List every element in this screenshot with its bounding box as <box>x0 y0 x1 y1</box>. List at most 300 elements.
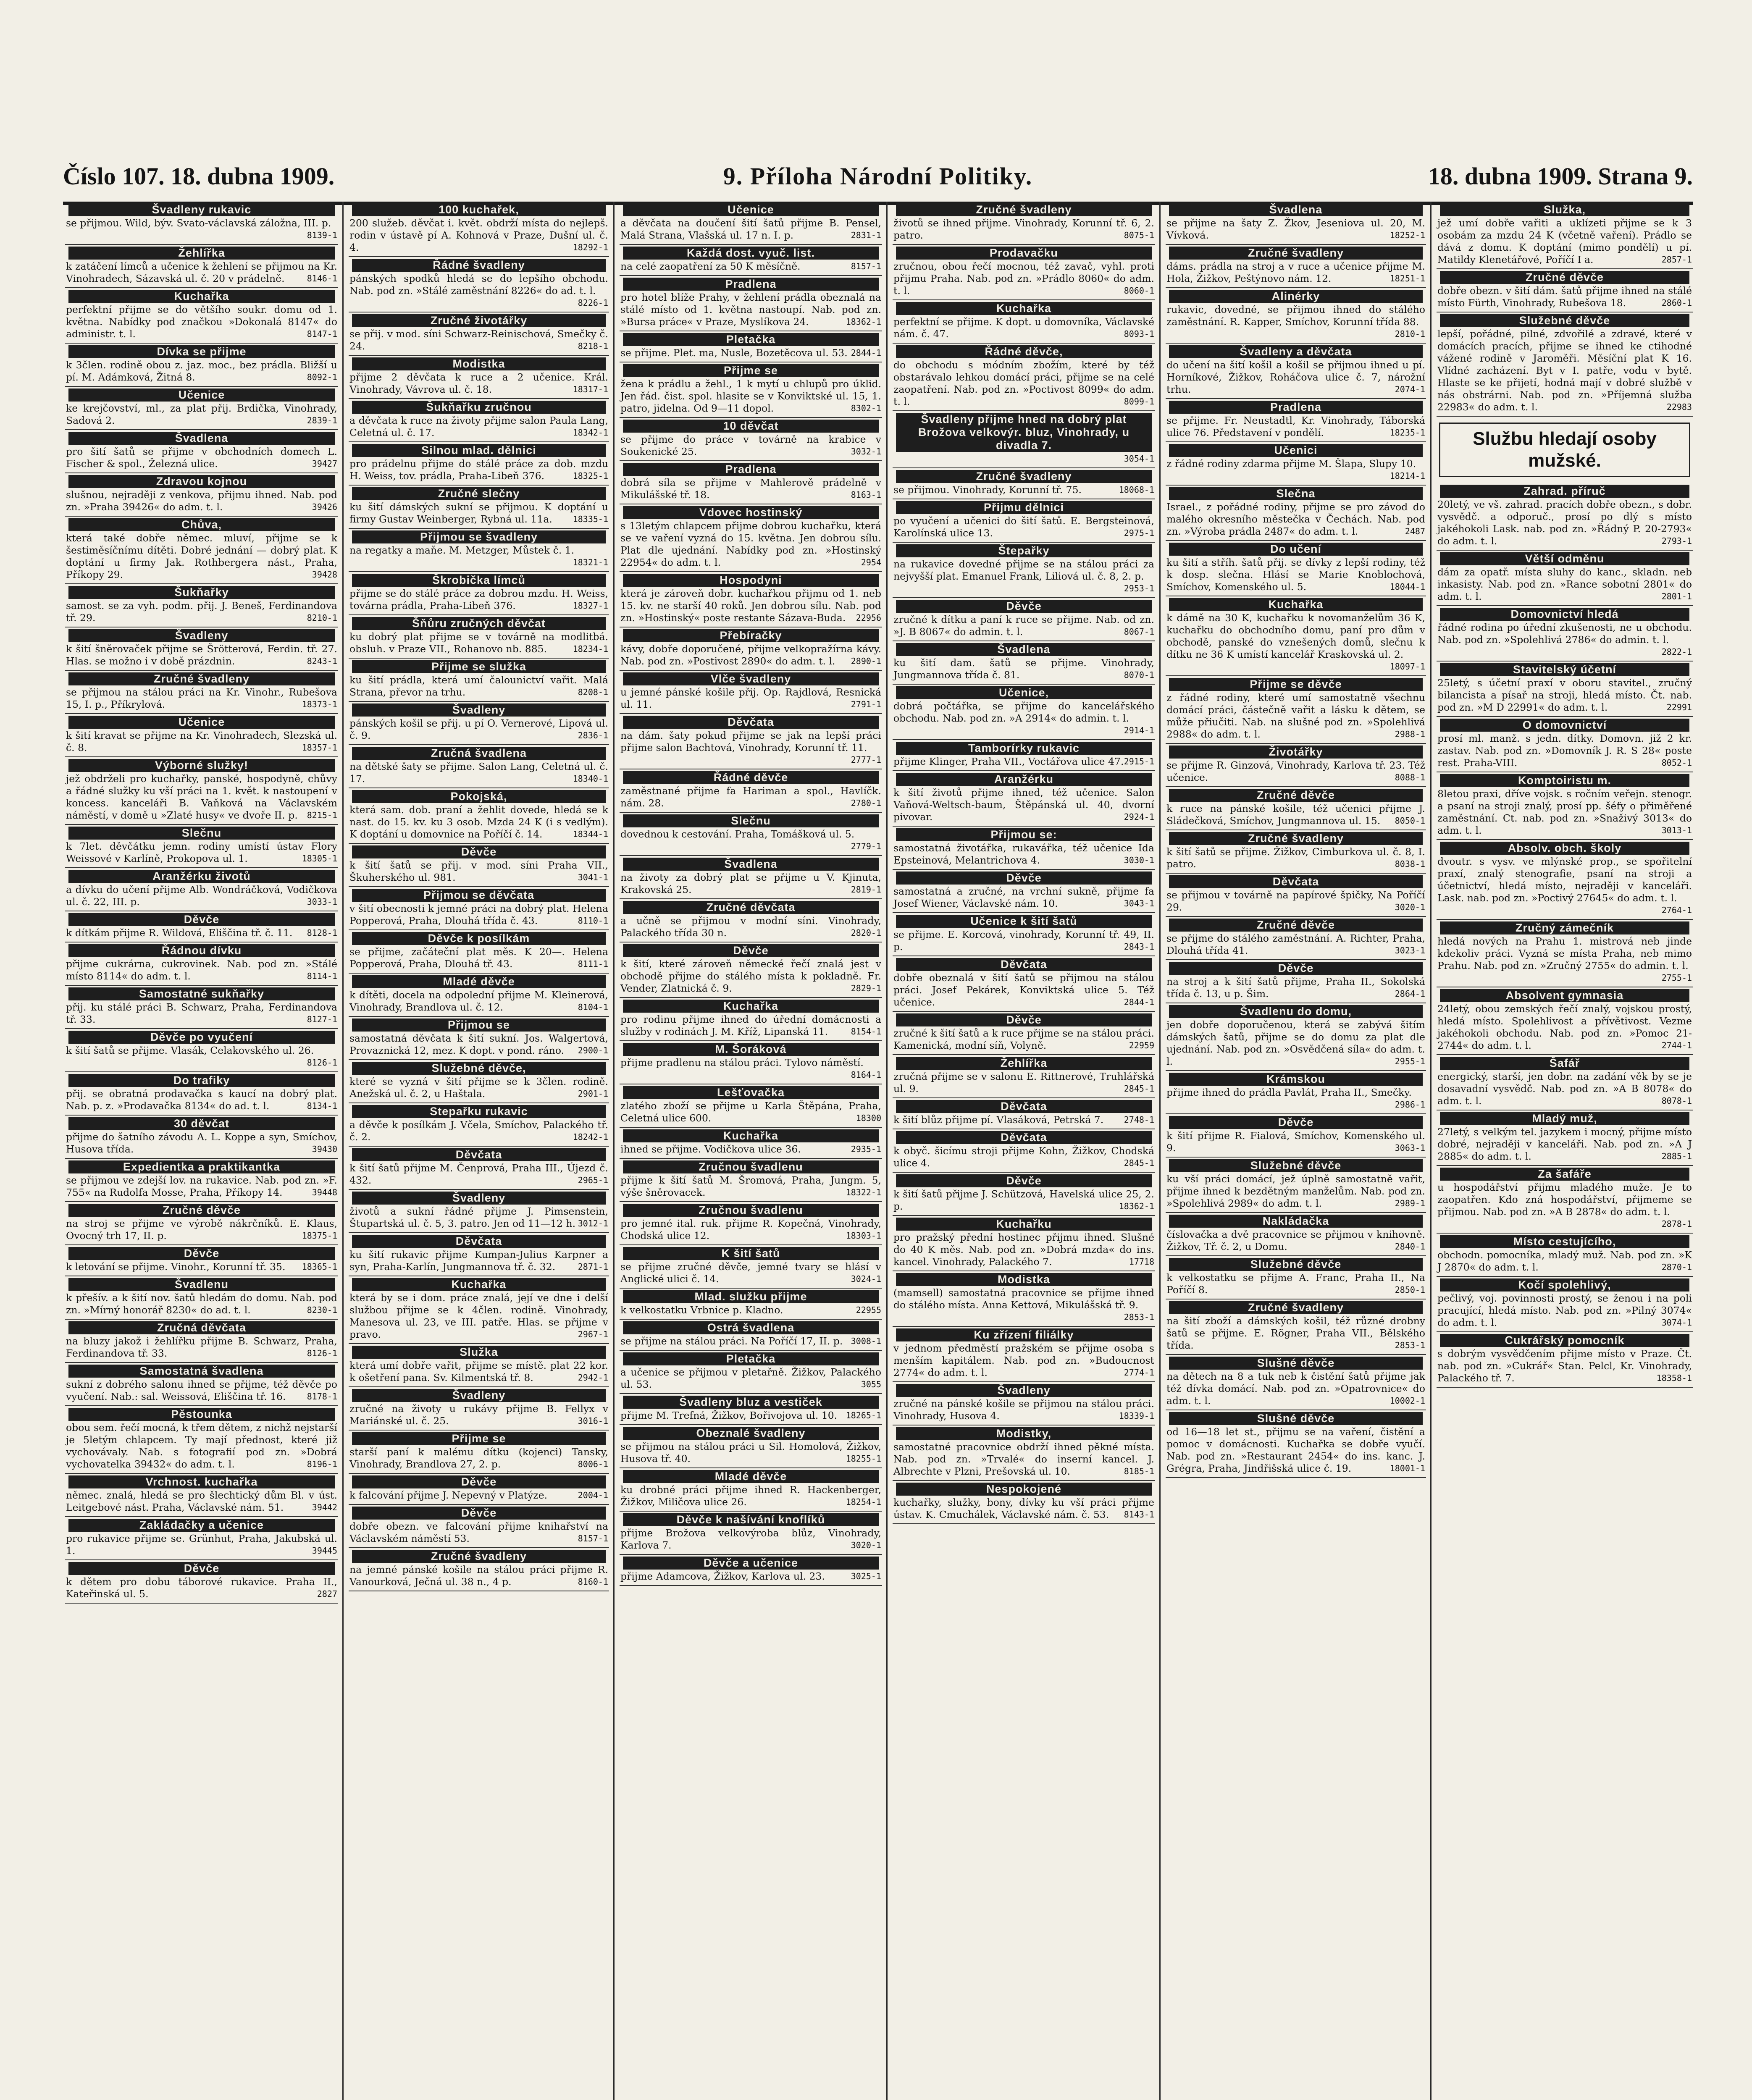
ad-reference-number: 3041-1 <box>578 872 608 882</box>
ad-heading: Děvče <box>896 600 1152 613</box>
ad-heading: Řádnou dívku <box>68 944 335 957</box>
ad-column-3 <box>620 202 882 2100</box>
ad-reference-number: 8215-1 <box>307 810 337 820</box>
ad-text: přijme cukrárna, cukrovinek. Nab. pod zn. »Stálé místo 8114« do adm. t. l. <box>66 958 337 982</box>
classified-ad <box>1437 717 1693 772</box>
classified-ad <box>1437 1277 1693 1332</box>
classified-ad <box>349 887 609 930</box>
column-rule <box>1430 202 1432 2100</box>
classified-ad <box>349 974 609 1017</box>
classified-ad <box>893 1055 1155 1098</box>
ad-reference-number: 2779-1 <box>851 841 881 851</box>
ad-text: a dívku do učení přijme Alb. Wondráčková, Vodičkova ul. č. 22, III. p. <box>66 884 337 908</box>
ad-text: 24letý, obou zemských řečí znalý, vojskou prostý, hledá místo. Spolehlivost a přívětivost. Vezme jakéhokoli obchodu. Nab. pod zn. »Pomoc 21-2744« do adm. t. l. <box>1437 1003 1692 1051</box>
ad-heading: Řádné švadleny <box>352 259 606 272</box>
classified-ad <box>349 202 609 257</box>
classified-ad <box>1166 1299 1426 1355</box>
ad-heading: Aranžérku životů <box>68 870 335 883</box>
ad-heading: Kočí spolehlivý, <box>1440 1278 1689 1292</box>
classified-ad <box>1437 483 1693 551</box>
ad-text: na životy za dobrý plat se přijme u V. Kjinuta, Krakovská 25. <box>620 872 881 895</box>
page-header <box>63 151 1693 205</box>
classified-ad <box>1166 344 1426 399</box>
classified-ad <box>893 245 1155 300</box>
ad-text: přijme se do stálé práce za dobrou mzdu. H. Weiss, továrna prádla, Praha-Libeň 376. <box>349 588 608 612</box>
ad-heading: Mladé děvče <box>623 1470 879 1483</box>
classified-ad <box>349 1060 609 1103</box>
classified-ad <box>1437 1234 1693 1277</box>
ad-text: žena k prádlu a žehl., 1 k mytí u chlupů pro úklid. Jen řád. čist. spol. hlasite se v Konviktské ul. 15, 1. patro, jidelna. Od 9—11 dopol. <box>620 378 881 414</box>
ad-text: pro rukavice přijme se. Grünhut, Praha, Jakubská ul. 1. <box>66 1533 337 1557</box>
page-number: 18. dubna 1909. Strana 9. <box>1428 163 1693 190</box>
classified-ad <box>65 671 338 714</box>
classified-ad <box>620 461 882 504</box>
ad-text: pánských spodků hledá se do lepšího obchodu. Nab. pod zn. »Stálé zaměstnání 8226« do ad. t. l. <box>349 273 608 297</box>
ad-reference-number: 18339-1 <box>1119 1411 1154 1421</box>
classified-ad <box>65 202 338 245</box>
classified-ad <box>349 844 609 887</box>
classified-ad <box>620 202 882 245</box>
ad-text: se přijme. Fr. Neustadtl, Kr. Vinohrady, Táborská ulice 76. Představení v pondělí. <box>1166 415 1425 438</box>
ad-text: na jemné pánské košile na stálou práci přijme R. Vanourková, Ječná ul. 38 n., 4 p. <box>349 1564 608 1588</box>
classified-ad <box>1166 830 1426 874</box>
ad-reference-number: 8126-1 <box>307 1058 337 1068</box>
classified-ad <box>893 1327 1155 1382</box>
ad-heading: Slečnu <box>68 827 335 840</box>
classified-ad <box>349 356 609 399</box>
ad-heading: K šití šatů <box>623 1247 879 1260</box>
classified-ad <box>893 1098 1155 1129</box>
ad-heading: Ostrá švadlena <box>623 1321 879 1334</box>
ad-reference-number: 8134-1 <box>307 1101 337 1111</box>
ad-text: samostatná životářka, rukavářka, též učenice Ida Epsteinová, Melantrichova 4. <box>893 842 1154 866</box>
ad-heading: Služka, <box>1440 203 1689 216</box>
ad-heading: Služebné děvče <box>1169 1258 1423 1271</box>
ad-heading: Děvče <box>68 1562 335 1575</box>
ad-reference-number: 2924-1 <box>1124 812 1154 822</box>
ad-heading: Pokojská, <box>352 790 606 803</box>
classified-ad <box>1166 202 1426 245</box>
classified-ad <box>349 312 609 356</box>
ad-heading: Přijmou se děvčata <box>352 889 606 902</box>
ad-text: ku šití a stříh. šatů přij. se dívky z lepší rodiny, též k dosp. slečna. Hlásí se Marie Knoblochová, Smíchov, Komenského ul. 5. <box>1166 556 1425 593</box>
ad-heading: Děvče <box>352 845 606 858</box>
classified-ad <box>65 1159 338 1202</box>
classified-ad <box>349 1190 609 1233</box>
ad-heading: Do učení <box>1169 543 1423 556</box>
classified-ad <box>893 1271 1155 1327</box>
ad-heading: Švadlena <box>1169 203 1423 216</box>
classified-ad <box>349 442 609 486</box>
classified-ad <box>1437 1332 1693 1388</box>
ad-heading: Vdovec hostinský <box>623 506 879 519</box>
classified-ad <box>65 1320 338 1363</box>
classified-ad <box>1437 772 1693 840</box>
classified-ad <box>893 1425 1155 1481</box>
ad-text: se přijme zručné děvče, jemné tvary se hlásí v Anglické ulici č. 14. <box>620 1261 881 1285</box>
classified-ad <box>349 1147 609 1190</box>
ad-text: 8letou praxi, dříve vojsk. s ročním veřejn. stenogr. a psaní na stroji znalý, prosí pp. šéfy o přiměřené zaměstnání. Ct. nab. pod zn. »Snaživý 3013« do adm. t. l. <box>1437 788 1692 836</box>
ad-text: k přešív. a k šití nov. šatů hledám do domu. Nab. pod zn. »Mírný honorář 8230« do ad. t. l. <box>66 1292 337 1316</box>
ad-reference-number: 8128-1 <box>307 928 337 938</box>
ad-reference-number: 8178-1 <box>307 1391 337 1402</box>
classified-ad <box>620 1159 882 1202</box>
ad-reference-number: 3030-1 <box>1124 855 1154 865</box>
ad-reference-number: 18321-1 <box>573 557 608 567</box>
ad-reference-number: 2840-1 <box>1395 1242 1425 1252</box>
ad-reference-number: 3063-1 <box>1395 1143 1425 1153</box>
classified-ad <box>349 1431 609 1474</box>
ad-reference-number: 8164-1 <box>851 1070 881 1080</box>
classified-ad <box>65 473 338 517</box>
ad-heading: Švadleny rukavic <box>68 203 335 216</box>
ad-reference-number: 18375-1 <box>302 1231 337 1241</box>
ad-text: a učenice se přijmou v pletařně. Žižkov, Palackého ul. 53. <box>620 1366 881 1390</box>
ad-reference-number: 2822-1 <box>1661 647 1692 657</box>
ad-text: pro rodinu přijme ihned do úřední domácnosti a služby v rodinách J. M. Kříž, Lipanská 11. <box>620 1013 881 1037</box>
ad-reference-number: 18358-1 <box>1656 1373 1692 1383</box>
ad-column-6 <box>1437 202 1693 2100</box>
ad-text: která umí dobře vařit, přijme se místě. plat 22 kor. k ošetření pana. Sv. Kilmentská tř. 8. <box>349 1360 608 1383</box>
classified-ad <box>620 856 882 899</box>
ad-reference-number: 2844-1 <box>851 348 881 358</box>
ad-text: zlatého zboží se přijme u Karla Štěpána, Praha, Celetná ulice 600. <box>620 1100 881 1124</box>
ad-heading: Krámskou <box>1169 1073 1423 1086</box>
ad-reference-number: 2827 <box>317 1589 337 1599</box>
column-rule <box>342 202 344 2100</box>
ad-text: přijme Klinger, Praha VII., Voctářova ulice 47. <box>893 756 1124 767</box>
ad-heading: Pradlena <box>623 463 879 476</box>
ad-reference-number: 3032-1 <box>851 446 881 457</box>
classified-ad <box>1437 202 1693 269</box>
ad-text: jen dobře doporučenou, která se zabývá šitím dámských šatů, přijme se do domu za plat dle ujednání. Nab. pod zn. »Osvědčená síla« do adm. t. l. <box>1166 1019 1425 1067</box>
classified-ad <box>893 598 1155 641</box>
ad-heading: Učenice k šití šatů <box>896 915 1152 928</box>
ad-text: perfektní přijme se do většího soukr. domu od 1. května. Nabídky pod značkou »Dokonalá 8147« do administr. t. l. <box>66 304 337 340</box>
ad-heading: Děvče a učenice <box>623 1557 879 1570</box>
ad-text: a děvčata na doučení šití šatů přijme B. Pensel, Malá Strana, Vlašská ul. 17 n. I. p. <box>620 217 881 241</box>
ad-reference-number: 18255-1 <box>846 1454 881 1464</box>
ad-text: obou sem. řečí mocná, k třem dětem, z nichž nejstarší je 5letým chlapcem. Ty mají přednost, které již vychovávaly. Nab. s fotografií pod zn. »Dobrá vychovatelka 39432« do adm. t. l. <box>66 1422 337 1470</box>
classified-ad <box>893 1173 1155 1216</box>
ad-reference-number: 2845-1 <box>1124 1084 1154 1094</box>
ad-text: se přijme na stálou práci. Na Poříčí 17, II. p. <box>620 1335 843 1347</box>
classified-ad <box>893 202 1155 245</box>
ad-heading: Děvčata <box>623 716 879 729</box>
ad-heading: Učenici <box>1169 444 1423 457</box>
ad-text: na regatky a maňe. M. Metzger, Můstek č. 1. <box>349 544 575 556</box>
classified-ad <box>349 702 609 745</box>
classified-ad <box>1166 676 1426 744</box>
ad-reference-number: 2764-1 <box>1661 905 1692 915</box>
ad-text: k šití blůz přijme pí. Vlasáková, Petrská 7. <box>893 1114 1104 1126</box>
ad-heading: Mladé děvče <box>352 975 606 988</box>
classified-ad <box>620 418 882 461</box>
ad-text: hledá nových na Prahu 1. mistrová neb jinde kdekoliv práci. Vyzná se místa Praha, neb mimo Prahu. Nab. pod zn. »Zručný 2755« do admin. t. l. <box>1437 935 1692 971</box>
ad-text: k dámě na 30 K, kuchařku k novomanželům 36 K, kuchařku do obchodního domu, paní pro dům v obchodě, panské do vznešených domů, slečnu k dítku ne 36 K umístí kancelář Kraskovská ul. 2. <box>1166 612 1425 660</box>
ad-reference-number: 18303-1 <box>846 1231 881 1241</box>
ad-heading: Komptoiristu m. <box>1440 774 1689 787</box>
classified-ad <box>1166 1003 1426 1071</box>
ad-text: a děvče k posílkám J. Včela, Smíchov, Palackého tř. č. 2. <box>349 1119 608 1143</box>
ad-heading: O domovnictví <box>1440 719 1689 732</box>
classified-ad <box>620 1320 882 1351</box>
ad-reference-number: 18214-1 <box>1390 471 1425 481</box>
ad-heading: Chůva, <box>68 518 335 531</box>
ad-reference-number: 18365-1 <box>302 1262 337 1272</box>
ad-reference-number: 18044-1 <box>1390 582 1425 592</box>
ad-text: k šití šatů přijme M. Čenprová, Praha III., Újezd č. 432. <box>349 1162 608 1186</box>
ad-reference-number: 18335-1 <box>573 514 608 524</box>
ad-heading: Děvče <box>1169 1116 1423 1129</box>
classified-ad <box>893 827 1155 870</box>
ad-text: k šití kravat se přijme na Kr. Vinohradech, Slezská ul. č. 8. <box>66 730 337 753</box>
ad-heading: Zahrad. příruč <box>1440 485 1689 498</box>
ad-text: na dětské šaty se přijme. Salon Lang, Celetná ul. č. 17. <box>349 761 608 785</box>
ad-text: přijme Brožova velkovýroba blůz, Vinohrady, Karlova 7. <box>620 1527 881 1551</box>
ad-reference-number: 2850-1 <box>1395 1285 1425 1295</box>
classified-ad <box>893 956 1155 1012</box>
ad-text: zaměstnané přijme fa Hariman a spol., Havlíčk. nám. 28. <box>620 785 881 809</box>
ad-heading: Žehlířka <box>68 247 335 260</box>
ad-text: rukavic, dovedné, se přijmou ihned do stálého zaměstnání. R. Kapper, Smíchov, Korunní třída 88. <box>1166 304 1425 328</box>
classified-ad <box>65 288 338 344</box>
classified-ad <box>1437 606 1693 662</box>
ad-reference-number: 2989-1 <box>1395 1198 1425 1208</box>
ad-text: pro pražský přední hostinec přijmu ihned. Slušné do 40 K měs. Nab. pod zn. »Dobrá mzda« do ins. kancel. Vinohrady, Palackého 7. <box>893 1231 1154 1268</box>
ad-text: a učně se přijmou v modní síni. Vinohrady, Palackého třída 30 n. <box>620 915 881 939</box>
classified-ad <box>893 1216 1155 1271</box>
ad-text: k 7let. děvčátku jemn. rodiny umístí ústav Flory Weissové v Karlíně, Prokopova ul. 1. <box>66 840 337 864</box>
ad-reference-number: 2004-1 <box>578 1490 608 1500</box>
ad-text: ku dobrý plat přijme se v továrně na modlitbá. obsluh. v Praze VII., Rohanovo nb. 885. <box>349 631 608 655</box>
ad-reference-number: 18305-1 <box>302 853 337 864</box>
ad-heading: Učenice, <box>896 686 1152 699</box>
ad-heading: Každá dost. vyuč. list. <box>623 247 879 260</box>
column-rule <box>613 202 615 2100</box>
ad-heading: Místo cestujícího, <box>1440 1235 1689 1248</box>
ad-text: prosí ml. manž. s jedn. dítky. Domovn. již 2 kr. zastav. Nab. pod zn. »Domovník J. R. S 28« poste rest. Praha-VIII. <box>1437 732 1692 769</box>
classified-ad <box>1166 1410 1426 1478</box>
ad-reference-number: 8143-1 <box>1124 1509 1154 1520</box>
classified-ad <box>893 1012 1155 1055</box>
ad-text: přijme do šatního závodu A. L. Koppe a syn, Smíchov, Husova třída. <box>66 1131 337 1155</box>
ad-heading: Kuchařka <box>1169 598 1423 611</box>
ad-reference-number: 8060-1 <box>1124 286 1154 296</box>
ad-reference-number: 2831-1 <box>851 230 881 240</box>
ad-heading: Služebné děvče <box>1440 314 1689 327</box>
classified-ad <box>65 1560 338 1604</box>
ad-reference-number: 2857-1 <box>1661 255 1692 265</box>
ad-heading: Zručnou švadlenu <box>623 1204 879 1217</box>
classified-ad <box>620 1425 882 1468</box>
classified-ad <box>893 740 1155 771</box>
ad-text: u hospodářství přijmu mladého muže. Je to zaopatřen. Kdo zná hospodářství, přijmeme se přijmou. Nab. pod zn. »A B 2878« do adm. t. l. <box>1437 1181 1692 1218</box>
ad-reference-number: 22956 <box>856 613 881 623</box>
classified-ad <box>893 411 1155 468</box>
ad-reference-number: 8226-1 <box>578 298 608 308</box>
ad-text: dobrá síla se přijme v Mahlerově prádelně v Mikulášské tř. 18. <box>620 477 881 501</box>
ad-reference-number: 2836-1 <box>578 730 608 740</box>
ad-text: Israel., z pořádné rodiny, přijme se pro závod do malého okresního městečka v Čechách. Nab. pod zn. »Výroba prádla 2487« do adm. t. l. <box>1166 501 1425 537</box>
ad-heading: Žehlířka <box>896 1057 1152 1070</box>
ad-heading: Absolvent gymnasia <box>1440 989 1689 1002</box>
classified-ad <box>65 344 338 387</box>
ad-text: se přijmou. Wild, býv. Svato-václavská záložna, III. p. <box>66 217 331 229</box>
ad-reference-number: 8088-1 <box>1395 772 1425 782</box>
ad-reference-number: 8075-1 <box>1124 230 1154 240</box>
classified-ad <box>1166 787 1426 830</box>
ad-heading: Pletačka <box>623 1352 879 1365</box>
ad-reference-number: 2953-1 <box>1124 583 1154 593</box>
ad-text: na dětech na 8 a tuk neb k čistění šatů přijme jak též dívka domácí. Nab. pod zn. »Opatrovnice« do adm. t. l. <box>1166 1370 1425 1407</box>
classified-ad <box>893 300 1155 344</box>
ad-reference-number: 8052-1 <box>1661 758 1692 768</box>
classified-ad <box>65 1116 338 1159</box>
ad-text: ku vší práci domácí, jež úplně samostatně vařit, přijme ihned k bezdětným manželům. Nab. pod zn. »Spolehlivá 2989« do adm. t. l. <box>1166 1173 1425 1209</box>
ad-reference-number: 3074-1 <box>1661 1318 1692 1328</box>
ad-heading: Silnou mlad. dělnici <box>352 444 606 457</box>
ad-heading: Nespokojené <box>896 1483 1152 1496</box>
ad-heading: Cukrářský pomocník <box>1440 1334 1689 1347</box>
ad-reference-number: 18300 <box>856 1113 881 1123</box>
classified-ad <box>349 745 609 788</box>
classified-ad <box>1166 1256 1426 1299</box>
classified-ad <box>1437 662 1693 717</box>
ad-heading: Děvčata <box>896 1100 1152 1113</box>
ad-text: do učení na šití košil a košil se přijmou ihned u pí. Horníkové, Žižkov, Roháčova ulice č. 7, nárožní trhu. <box>1166 359 1425 395</box>
ad-heading: Zručné děvče <box>1169 919 1423 932</box>
ad-heading: Přijmou se <box>352 1018 606 1032</box>
classified-ad <box>1437 269 1693 312</box>
ad-reference-number: 3020-1 <box>851 1540 881 1550</box>
ad-reference-number: 3055 <box>861 1379 881 1389</box>
ad-text: ku šití prádla, která umí čalounictví vařit. Malá Strana, převor na trhu. <box>349 674 608 698</box>
ad-heading: Děvče <box>68 1247 335 1260</box>
ad-heading: Hospodyni <box>623 574 879 587</box>
ad-heading: Učenice <box>68 388 335 402</box>
ad-text: po vyučení a učenici do šití šatů. E. Bergsteinová, Karolínská ulice 13. <box>893 515 1154 539</box>
ad-heading: Expedientka a praktikantka <box>68 1160 335 1173</box>
ad-text: k šití, které zároveň německé řečí znalá jest v obchodě přijme do stálého místa k pokladně. Fr. Vender, Zlatnická č. 9. <box>620 958 881 994</box>
ad-heading: Prodavačku <box>896 247 1152 260</box>
classified-ad <box>65 584 338 627</box>
ad-heading: Děvče <box>1169 962 1423 975</box>
ad-reference-number: 2487 <box>1405 526 1425 536</box>
ad-heading: Domovnictví hledá <box>1440 608 1689 621</box>
ad-text: se přijme. E. Korcová, vinohrady, Korunní tř. 49, II. p. <box>893 929 1154 953</box>
ad-text: k velkostatku se přijme A. Franc, Praha II., Na Poříčí 8. <box>1166 1272 1425 1296</box>
ad-reference-number: 2955-1 <box>1395 1056 1425 1066</box>
ad-text: starší paní k malému dítku (kojenci) Tansky, Vinohrady, Brandlova 27, 2. p. <box>349 1446 608 1470</box>
ad-reference-number: 8099-1 <box>1124 396 1154 407</box>
ad-heading: Do trafiky <box>68 1074 335 1087</box>
ad-reference-number: 8006-1 <box>578 1459 608 1469</box>
ad-reference-number: 8154-1 <box>851 1026 881 1037</box>
ad-text: pánských košil se přij. u pí O. Vernerové, Lipová ul. č. 9. <box>349 717 608 741</box>
ad-heading: Škrobička límců <box>352 574 606 587</box>
ad-text: řádné rodina po úřední zkušenosti, ne u obchodu. Nab. pod zn. »Spolehlivá 2786« do admin. t. l. <box>1437 622 1692 646</box>
ad-heading: Tamborírky rukavic <box>896 742 1152 755</box>
ad-reference-number: 18325-1 <box>573 471 608 481</box>
classified-ad <box>1437 312 1693 417</box>
ad-reference-number: 8139-1 <box>307 230 337 240</box>
ad-text: přij. ku stálé práci B. Schwarz, Praha, Ferdinandova tř. 33. <box>66 1001 337 1025</box>
ad-heading: Zručné švadleny <box>68 672 335 685</box>
ad-text: samostatná a zručné, na vrchní sukně, přijme fa Josef Wiener, Václavské nám. 10. <box>893 885 1154 909</box>
ad-heading: Slečna <box>1169 487 1423 500</box>
classified-ad <box>893 468 1155 499</box>
ad-heading: Děvče <box>623 944 879 957</box>
ad-heading: Švadlenu <box>68 1278 335 1291</box>
ad-reference-number: 3033-1 <box>307 897 337 907</box>
ad-text: k šití šatů se přijme. Vlasák, Celakovského ul. 26. <box>66 1045 314 1056</box>
ad-text: na celé zaopatření za 50 K měsíčně. <box>620 260 801 272</box>
classified-ad <box>349 1505 609 1548</box>
ad-reference-number: 2885-1 <box>1661 1151 1692 1161</box>
ad-reference-number: 18097-1 <box>1390 662 1425 672</box>
ad-reference-number: 2915-1 <box>1124 756 1154 766</box>
ad-column-5 <box>1166 202 1426 2100</box>
ad-heading: Zručnou švadlenu <box>623 1160 879 1173</box>
ad-text: k šití přijme R. Fialová, Smíchov, Komenského ul. 9. <box>1166 1130 1425 1154</box>
ad-text: na dám. šaty pokud přijme se jak na lepší práci přijme salon Bachtová, Vinohrady, Korunní tř. 11. <box>620 730 881 753</box>
classified-ad <box>620 942 882 998</box>
ad-text: samostatná děvčata k šití sukní. Jos. Walgertová, Provaznická 12, mez. K dopt. v pond. ráno. <box>349 1032 608 1056</box>
ad-reference-number: 8104-1 <box>578 1002 608 1012</box>
ad-reference-number: 2986-1 <box>1395 1100 1425 1110</box>
ad-text: 200 služeb. děvčat i. květ. obdrží místa do nejlepš. rodin v ústavě pí A. Kohnová v Praze, Dušní ul. č. 4. <box>349 217 608 253</box>
ad-heading: Zručné děvče <box>68 1204 335 1217</box>
ad-heading: Absolv. obch. školy <box>1440 842 1689 855</box>
classified-ad <box>65 942 338 986</box>
ad-heading: Děvče <box>896 1174 1152 1187</box>
ad-reference-number: 2870-1 <box>1661 1262 1692 1272</box>
classified-ad <box>620 1555 882 1586</box>
ad-reference-number: 2878-1 <box>1661 1219 1692 1229</box>
classified-ad <box>620 1041 882 1084</box>
ad-reference-number: 39426 <box>312 502 337 512</box>
classified-ad <box>1166 245 1426 288</box>
classified-ad <box>349 930 609 974</box>
classified-ad <box>65 387 338 430</box>
ad-reference-number: 8210-1 <box>307 613 337 623</box>
ad-heading: Pěstounka <box>68 1408 335 1421</box>
ad-reference-number: 8160-1 <box>578 1577 608 1587</box>
ad-heading: Výborné služky! <box>68 759 335 772</box>
ad-text: k dětem pro dobu táborové rukavice. Praha II., Kateřinská ul. 5. <box>66 1576 337 1600</box>
ad-heading: Slušné děvče <box>1169 1412 1423 1425</box>
ad-text: ku šití dámských sukní se přijmou. K doptání u firmy Gustav Weinberger, Rybná ul. 11a. <box>349 501 608 525</box>
ad-reference-number: 2860-1 <box>1661 298 1692 308</box>
classified-ad <box>65 757 338 825</box>
classified-ad <box>349 1276 609 1344</box>
ad-reference-number: 2942-1 <box>578 1373 608 1383</box>
ad-heading: Švadleny přijme hned na dobrý plat Brožova velkovýr. bluz, Vinohrady, u divadla 7. <box>896 413 1152 452</box>
ad-heading: Přijme se <box>623 364 879 377</box>
classified-ad <box>65 430 338 473</box>
ad-text: perfektní se přijme. K dopt. u domovníka, Václavské nám. č. 47. <box>893 316 1154 340</box>
ad-reference-number: 2965-1 <box>578 1175 608 1185</box>
ad-text: k šití šněrovaček přijme se Šrötterová, Ferdin. tř. 27. Hlas. se možno i v době prázdnin. <box>66 643 337 667</box>
ad-text: z řádné rodiny zdarma přijme M. Šlapa, Slupy 10. <box>1166 458 1416 470</box>
ad-text: v jednom předměstí pražském se přijme osoba s menším kapitálem. Nab. pod zn. »Budoucnost 2774« do adm. t. l. <box>893 1342 1154 1378</box>
classified-ad <box>349 529 609 572</box>
ad-reference-number: 2864-1 <box>1395 989 1425 999</box>
ad-reference-number: 8157-1 <box>851 261 881 271</box>
ad-heading: Kuchařka <box>623 1000 879 1013</box>
ad-text: které se vyzná v šití přijme se k 3člen. rodině. Anežská ul. č. 2, u Haštala. <box>349 1076 608 1100</box>
